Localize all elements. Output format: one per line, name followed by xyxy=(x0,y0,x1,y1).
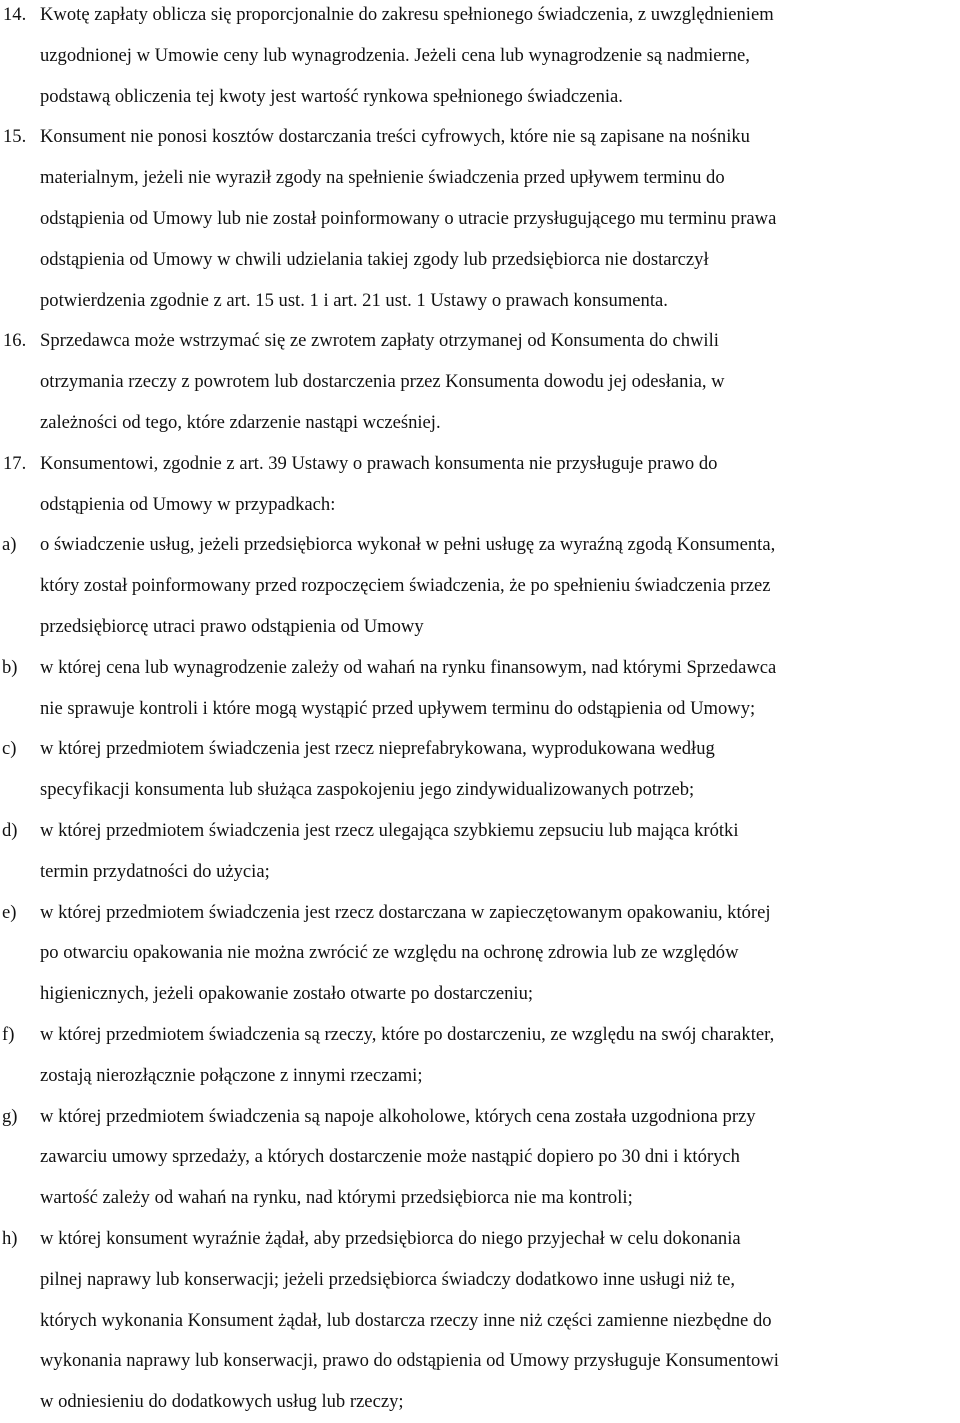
lettered-item xyxy=(0,811,960,893)
numbered-item-line: zależności od tego, które zdarzenie nastąpi wcześniej. xyxy=(40,411,441,433)
numbered-list xyxy=(0,0,960,525)
lettered-item-label: f) xyxy=(2,1023,15,1045)
lettered-item-line: wykonania naprawy lub konserwacji, prawo do odstąpienia od Umowy przysługuje Konsumentowi xyxy=(40,1350,779,1372)
lettered-item-label: a) xyxy=(2,534,17,556)
lettered-item-label: c) xyxy=(2,738,17,760)
lettered-item-line: nie sprawuje kontroli i które mogą wystąpić przed upływem terminu do odstąpienia od Umowy; xyxy=(40,697,756,719)
numbered-item-line: Sprzedawca może wstrzymać się ze zwrotem zapłaty otrzymanej od Konsumenta do chwili xyxy=(40,330,719,352)
lettered-item-label: g) xyxy=(2,1105,18,1127)
lettered-item xyxy=(0,1097,960,1219)
lettered-item-line: zawarciu umowy sprzedaży, a których dostarczenie może nastąpić dopiero po 30 dni i których xyxy=(40,1146,740,1168)
lettered-item-line: pilnej naprawy lub konserwacji; jeżeli przedsiębiorca świadczy dodatkowo inne usługi niż te, xyxy=(40,1268,735,1290)
lettered-item xyxy=(0,525,960,647)
lettered-item-line: po otwarciu opakowania nie można zwrócić ze względu na ochronę zdrowia lub ze względów xyxy=(40,942,739,964)
lettered-item-line: w której przedmiotem świadczenia jest rzecz nieprefabrykowana, wyprodukowana według xyxy=(40,738,715,760)
numbered-item-line: materialnym, jeżeli nie wyraził zgody na spełnienie świadczenia przed upływem terminu do xyxy=(40,167,725,189)
lettered-item-line: wartość zależy od wahań na rynku, nad którymi przedsiębiorca nie ma kontroli; xyxy=(40,1187,633,1209)
numbered-item-label: 16. xyxy=(3,330,27,352)
numbered-item-line: odstąpienia od Umowy w chwili udzielania takiej zgody lub przedsiębiorca nie dostarczył xyxy=(40,248,709,270)
lettered-item xyxy=(0,893,960,1015)
lettered-item-label: h) xyxy=(2,1227,18,1249)
lettered-item-label: b) xyxy=(2,656,18,678)
lettered-item-line: przedsiębiorcę utraci prawo odstąpienia od Umowy xyxy=(40,615,424,637)
numbered-item-line: otrzymania rzeczy z powrotem lub dostarczenia przez Konsumenta dowodu jej odesłania, w xyxy=(40,371,725,393)
numbered-item-line: Konsumentowi, zgodnie z art. 39 Ustawy o prawach konsumenta nie przysługuje prawo do xyxy=(40,452,718,474)
numbered-item xyxy=(0,117,960,321)
lettered-item-line: których wykonania Konsument żądał, lub dostarcza rzeczy inne niż części zamienne niezbędne do xyxy=(40,1309,772,1331)
lettered-item-line: termin przydatności do użycia; xyxy=(40,860,270,882)
lettered-item-line: w odniesieniu do dodatkowych usług lub rzeczy; xyxy=(40,1391,404,1413)
lettered-item-line: w której przedmiotem świadczenia jest rzecz dostarczana w zapieczętowanym opakowaniu, której xyxy=(40,901,771,923)
lettered-item-line: w której przedmiotem świadczenia są rzeczy, które po dostarczeniu, ze względu na swój charakter, xyxy=(40,1023,775,1045)
lettered-item-line: w której przedmiotem świadczenia są napoje alkoholowe, których cena została uzgodniona przy xyxy=(40,1105,756,1127)
numbered-item-label: 17. xyxy=(3,452,27,474)
numbered-item-label: 15. xyxy=(3,126,27,148)
lettered-item xyxy=(0,1015,960,1097)
numbered-item-line: potwierdzenia zgodnie z art. 15 ust. 1 i art. 21 ust. 1 Ustawy o prawach konsumenta. xyxy=(40,289,668,311)
lettered-item xyxy=(0,729,960,811)
numbered-item xyxy=(0,444,960,526)
lettered-list xyxy=(0,525,960,1423)
numbered-item-line: odstąpienia od Umowy lub nie został poinformowany o utracie przysługującego mu terminu prawa xyxy=(40,207,777,229)
lettered-item-label: e) xyxy=(2,901,17,923)
lettered-item-line: w której przedmiotem świadczenia jest rzecz ulegająca szybkiemu zepsuciu lub mająca krótki xyxy=(40,819,739,841)
lettered-item-label: d) xyxy=(2,819,18,841)
lettered-item-line: który został poinformowany przed rozpoczęciem świadczenia, że po spełnieniu świadczenia przez xyxy=(40,575,771,597)
numbered-item xyxy=(0,0,960,117)
lettered-item-line: specyfikacji konsumenta lub służąca zaspokojeniu jego zindywidualizowanych potrzeb; xyxy=(40,779,695,801)
numbered-item-label: 14. xyxy=(3,4,27,25)
numbered-item-line: odstąpienia od Umowy w przypadkach: xyxy=(40,493,336,515)
lettered-item-line: higienicznych, jeżeli opakowanie zostało otwarte po dostarczeniu; xyxy=(40,983,534,1005)
lettered-item-line: zostają nierozłącznie połączone z innymi rzeczami; xyxy=(40,1064,423,1086)
lettered-item-line: w której cena lub wynagrodzenie zależy od wahań na rynku finansowym, nad którymi Sprzedawca xyxy=(40,656,777,678)
numbered-item-line: uzgodnionej w Umowie ceny lub wynagrodzenia. Jeżeli cena lub wynagrodzenie są nadmierne, xyxy=(40,44,750,66)
numbered-item-line: Konsument nie ponosi kosztów dostarczania treści cyfrowych, które nie są zapisane na nośniku xyxy=(40,126,750,148)
lettered-item xyxy=(0,648,960,730)
numbered-item-line: Kwotę zapłaty oblicza się proporcjonalnie do zakresu spełnionego świadczenia, z uwzględnieniem xyxy=(40,4,774,25)
lettered-item-line: w której konsument wyraźnie żądał, aby przedsiębiorca do niego przyjechał w celu dokonania xyxy=(40,1227,741,1249)
lettered-item xyxy=(0,1219,960,1423)
lettered-item-line: o świadczenie usług, jeżeli przedsiębiorca wykonał w pełni usługę za wyraźną zgodą Konsumenta, xyxy=(40,534,776,556)
numbered-item xyxy=(0,321,960,443)
numbered-item-line: podstawą obliczenia tej kwoty jest wartość rynkowa spełnionego świadczenia. xyxy=(40,85,623,107)
